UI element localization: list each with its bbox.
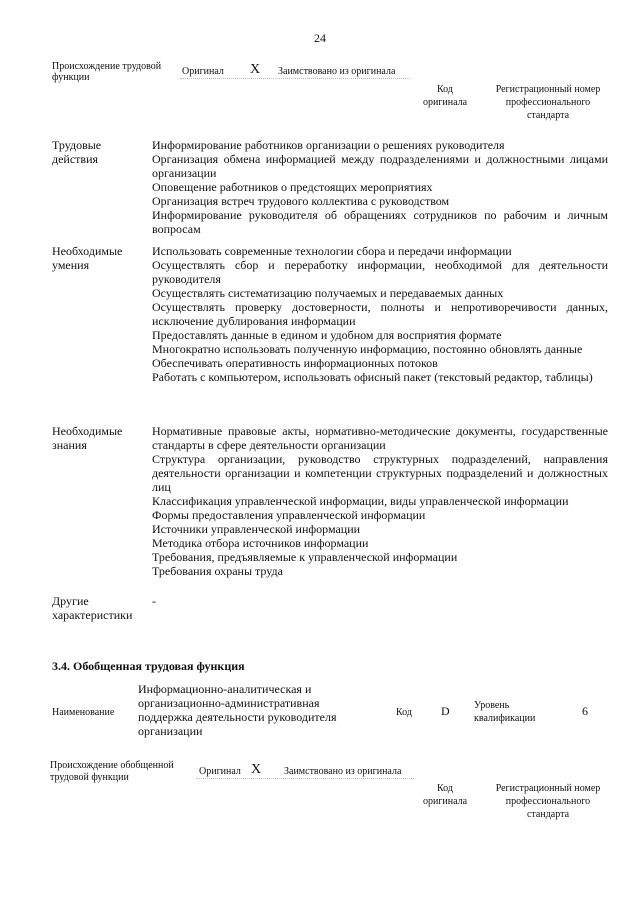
section-label-actions: Трудовые действия bbox=[52, 138, 102, 166]
list-item: Формы предоставления управленческой информации bbox=[152, 508, 426, 522]
list-item: Использовать современные технологии сбора и передачи информации bbox=[152, 244, 512, 258]
generalized-origin-original: Оригинал bbox=[199, 766, 241, 777]
origin-original: Оригинал bbox=[182, 66, 224, 77]
list-item: Работать с компьютером, использовать офисный пакет (текстовый редактор, таблицы) bbox=[152, 370, 593, 384]
list-item: Структура организации, руководство структурных подразделений, направления деятельности организации и компетенции структурных подразделений и должностных лиц bbox=[152, 452, 608, 494]
origin-label: Происхождение трудовой функции bbox=[52, 61, 162, 83]
generalized-origin-mark: X bbox=[251, 762, 262, 777]
list-item: Организация встреч трудового коллектива с руководством bbox=[152, 194, 450, 208]
list-item: Методика отбора источников информации bbox=[152, 536, 369, 550]
generalized-origin-row-line bbox=[196, 778, 414, 779]
generalized-origin-borrowed: Заимствовано из оригинала bbox=[284, 766, 402, 777]
list-item: Организация обмена информацией между подразделениями и должностными лицами организации bbox=[152, 152, 608, 180]
generalized-origin-code-caption: Код оригинала bbox=[422, 783, 468, 807]
generalized-level-label: Уровень квалификации bbox=[474, 700, 536, 724]
list-item: Классификация управленческой информации, виды управленческой информации bbox=[152, 494, 569, 508]
list-item: Информирование руководителя об обращениях сотрудников по рабочим и личным вопросам bbox=[152, 208, 608, 236]
section-items-skills bbox=[152, 244, 608, 384]
origin-code-caption: Код оригинала bbox=[422, 84, 468, 108]
list-item: Источники управленческой информации bbox=[152, 522, 361, 536]
generalized-level-value: 6 bbox=[582, 704, 588, 718]
list-item: Требования охраны труда bbox=[152, 564, 283, 578]
section-label-skills: Необходимые умения bbox=[52, 244, 123, 272]
list-item: Многократно использовать полученную информацию, постоянно обновлять данные bbox=[152, 342, 583, 356]
section-label-knowledge: Необходимые знания bbox=[52, 424, 123, 452]
list-item: Нормативные правовые акты, нормативно-методические документы, государственные стандарты в сфере деятельности организации bbox=[152, 424, 608, 452]
generalized-code-label: Код bbox=[396, 707, 412, 718]
origin-row-line bbox=[180, 78, 410, 79]
list-item: Предоставлять данные в едином и удобном для восприятия формате bbox=[152, 328, 502, 342]
list-item: Осуществлять проверку достоверности, полноты и непротиворечивости данных, исключение дублирования информации bbox=[152, 300, 608, 328]
section-items-actions bbox=[152, 138, 608, 236]
generalized-origin-label: Происхождение обобщенной трудовой функции bbox=[50, 760, 174, 783]
generalized-code-value: D bbox=[441, 704, 450, 718]
list-item: Информирование работников организации о решениях руководителя bbox=[152, 138, 505, 152]
origin-borrowed: Заимствовано из оригинала bbox=[278, 66, 396, 77]
generalized-name-label: Наименование bbox=[52, 707, 115, 718]
list-item: Осуществлять систематизацию получаемых и передаваемых данных bbox=[152, 286, 504, 300]
origin-reg-caption: Регистрационный номер профессионального стандарта bbox=[495, 84, 601, 121]
generalized-name-value: Информационно-аналитическая и организационно-административная поддержка деятельности руководителя организации bbox=[138, 682, 337, 738]
list-item: Требования, предъявляемые к управленческой информации bbox=[152, 550, 458, 564]
page-number: 24 bbox=[314, 31, 326, 45]
list-item: Оповещение работников о предстоящих мероприятиях bbox=[152, 180, 433, 194]
section-items-knowledge bbox=[152, 424, 608, 578]
list-item: Осуществлять сбор и переработку информации, необходимой для деятельности руководителя bbox=[152, 258, 608, 286]
list-item: Обеспечивать оперативность информационных потоков bbox=[152, 356, 438, 370]
generalized-origin-reg-caption: Регистрационный номер профессионального стандарта bbox=[495, 783, 601, 820]
section-items-other: - bbox=[152, 594, 156, 608]
origin-mark: X bbox=[250, 62, 261, 77]
generalized-heading: 3.4. Обобщенная трудовая функция bbox=[52, 659, 245, 673]
section-label-other: Другие характеристики bbox=[52, 594, 133, 622]
